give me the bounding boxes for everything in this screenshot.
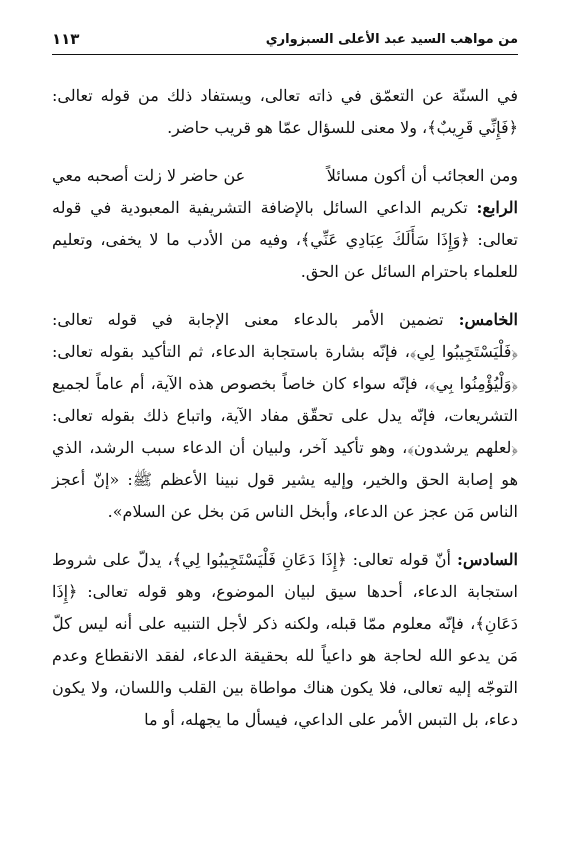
paragraph-4 (52, 544, 518, 736)
running-title: من مواهب السيد عبد الأعلى السبزواري (265, 32, 518, 47)
point-label: السادس: (456, 550, 518, 569)
paragraph-text: في السنّة عن التعمّق في ذاته تعالى، ويستفاد ذلك من قوله تعالى: ﴿فَإِنِّي قَرِيبٌ﴾، ولا معنى للسؤال عمّا هو قريب حاضر. (52, 86, 519, 137)
page-body (52, 80, 518, 736)
poem-hemistich-right: ومن العجائب أن أكون مسائلاً (326, 166, 518, 185)
page-number: ١١٣ (52, 30, 80, 48)
header-rule (52, 54, 518, 55)
paragraph-2 (52, 160, 518, 288)
paragraph-3 (52, 304, 518, 528)
point-label: الرابع: (476, 198, 518, 217)
page-header (52, 30, 518, 58)
paragraph-text: تكريم الداعي السائل بالإضافة التشريفية المعبودية في قوله تعالى: ﴿وَإِذَا سَأَلَكَ عِبَادِي عَنِّي﴾، وفيه من الأدب ما لا يخفى، وتعليم للعلماء باحترام السائل عن الحق. (52, 198, 518, 281)
poem-verse (52, 160, 518, 192)
paragraph-text: تضمين الأمر بالدعاء معنى الإجابة في قوله تعالى: ﴿فَلْيَسْتَجِيبُوا لِي﴾، فإنّه بشارة باستجابة الدعاء، ثم التأكيد بقوله تعالى: ﴿وَلْيُؤْمِنُوا بِي﴾، فإنّه سواء كان خاصاً بخصوص هذه الآية، أم عاماً لجميع التشريعات، فإنّه يدل على تحقّق مفاد الآية، واتباع ذلك بقوله تعالى: ﴿لعلهم يرشدون﴾، وهو تأكيد آخر، ولبيان أن الدعاء سبب الرشد، الذي هو إصابة الحق والخير، وإليه يشير قول نبينا الأعظم ﷺ: «إنّ أعجز الناس مَن عجز عن الدعاء، وأبخل الناس مَن بخل عن السلام». (52, 310, 518, 521)
paragraph-text: أنّ قوله تعالى: ﴿إِذَا دَعَانِ فَلْيَسْتَجِيبُوا لِي﴾، يدلّ على شروط استجابة الدعاء، أحدها سيق لبيان الموضوع، وهو قوله تعالى: ﴿إِذَا دَعَانِ﴾، فإنّه معلوم ممّا قبله، ولكنه ذكر لأجل التنبيه على أنه ليس كلّ مَن يدعو الله لحاجة هو داعياً لله بحقيقة الدعاء، لفقد الانقطاع وعدم التوجّه إليه تعالى، فلا يكون هناك مواطاة بين القلب واللسان، ولا يكون دعاء، بل التبس الأمر على الداعي، فيسأل ما يجهله، أو ما (52, 550, 518, 729)
poem-hemistich-left: عن حاضر لا زلت أصحبه معي (52, 166, 246, 185)
point-label: الخامس: (458, 310, 518, 329)
paragraph-1 (52, 80, 518, 144)
